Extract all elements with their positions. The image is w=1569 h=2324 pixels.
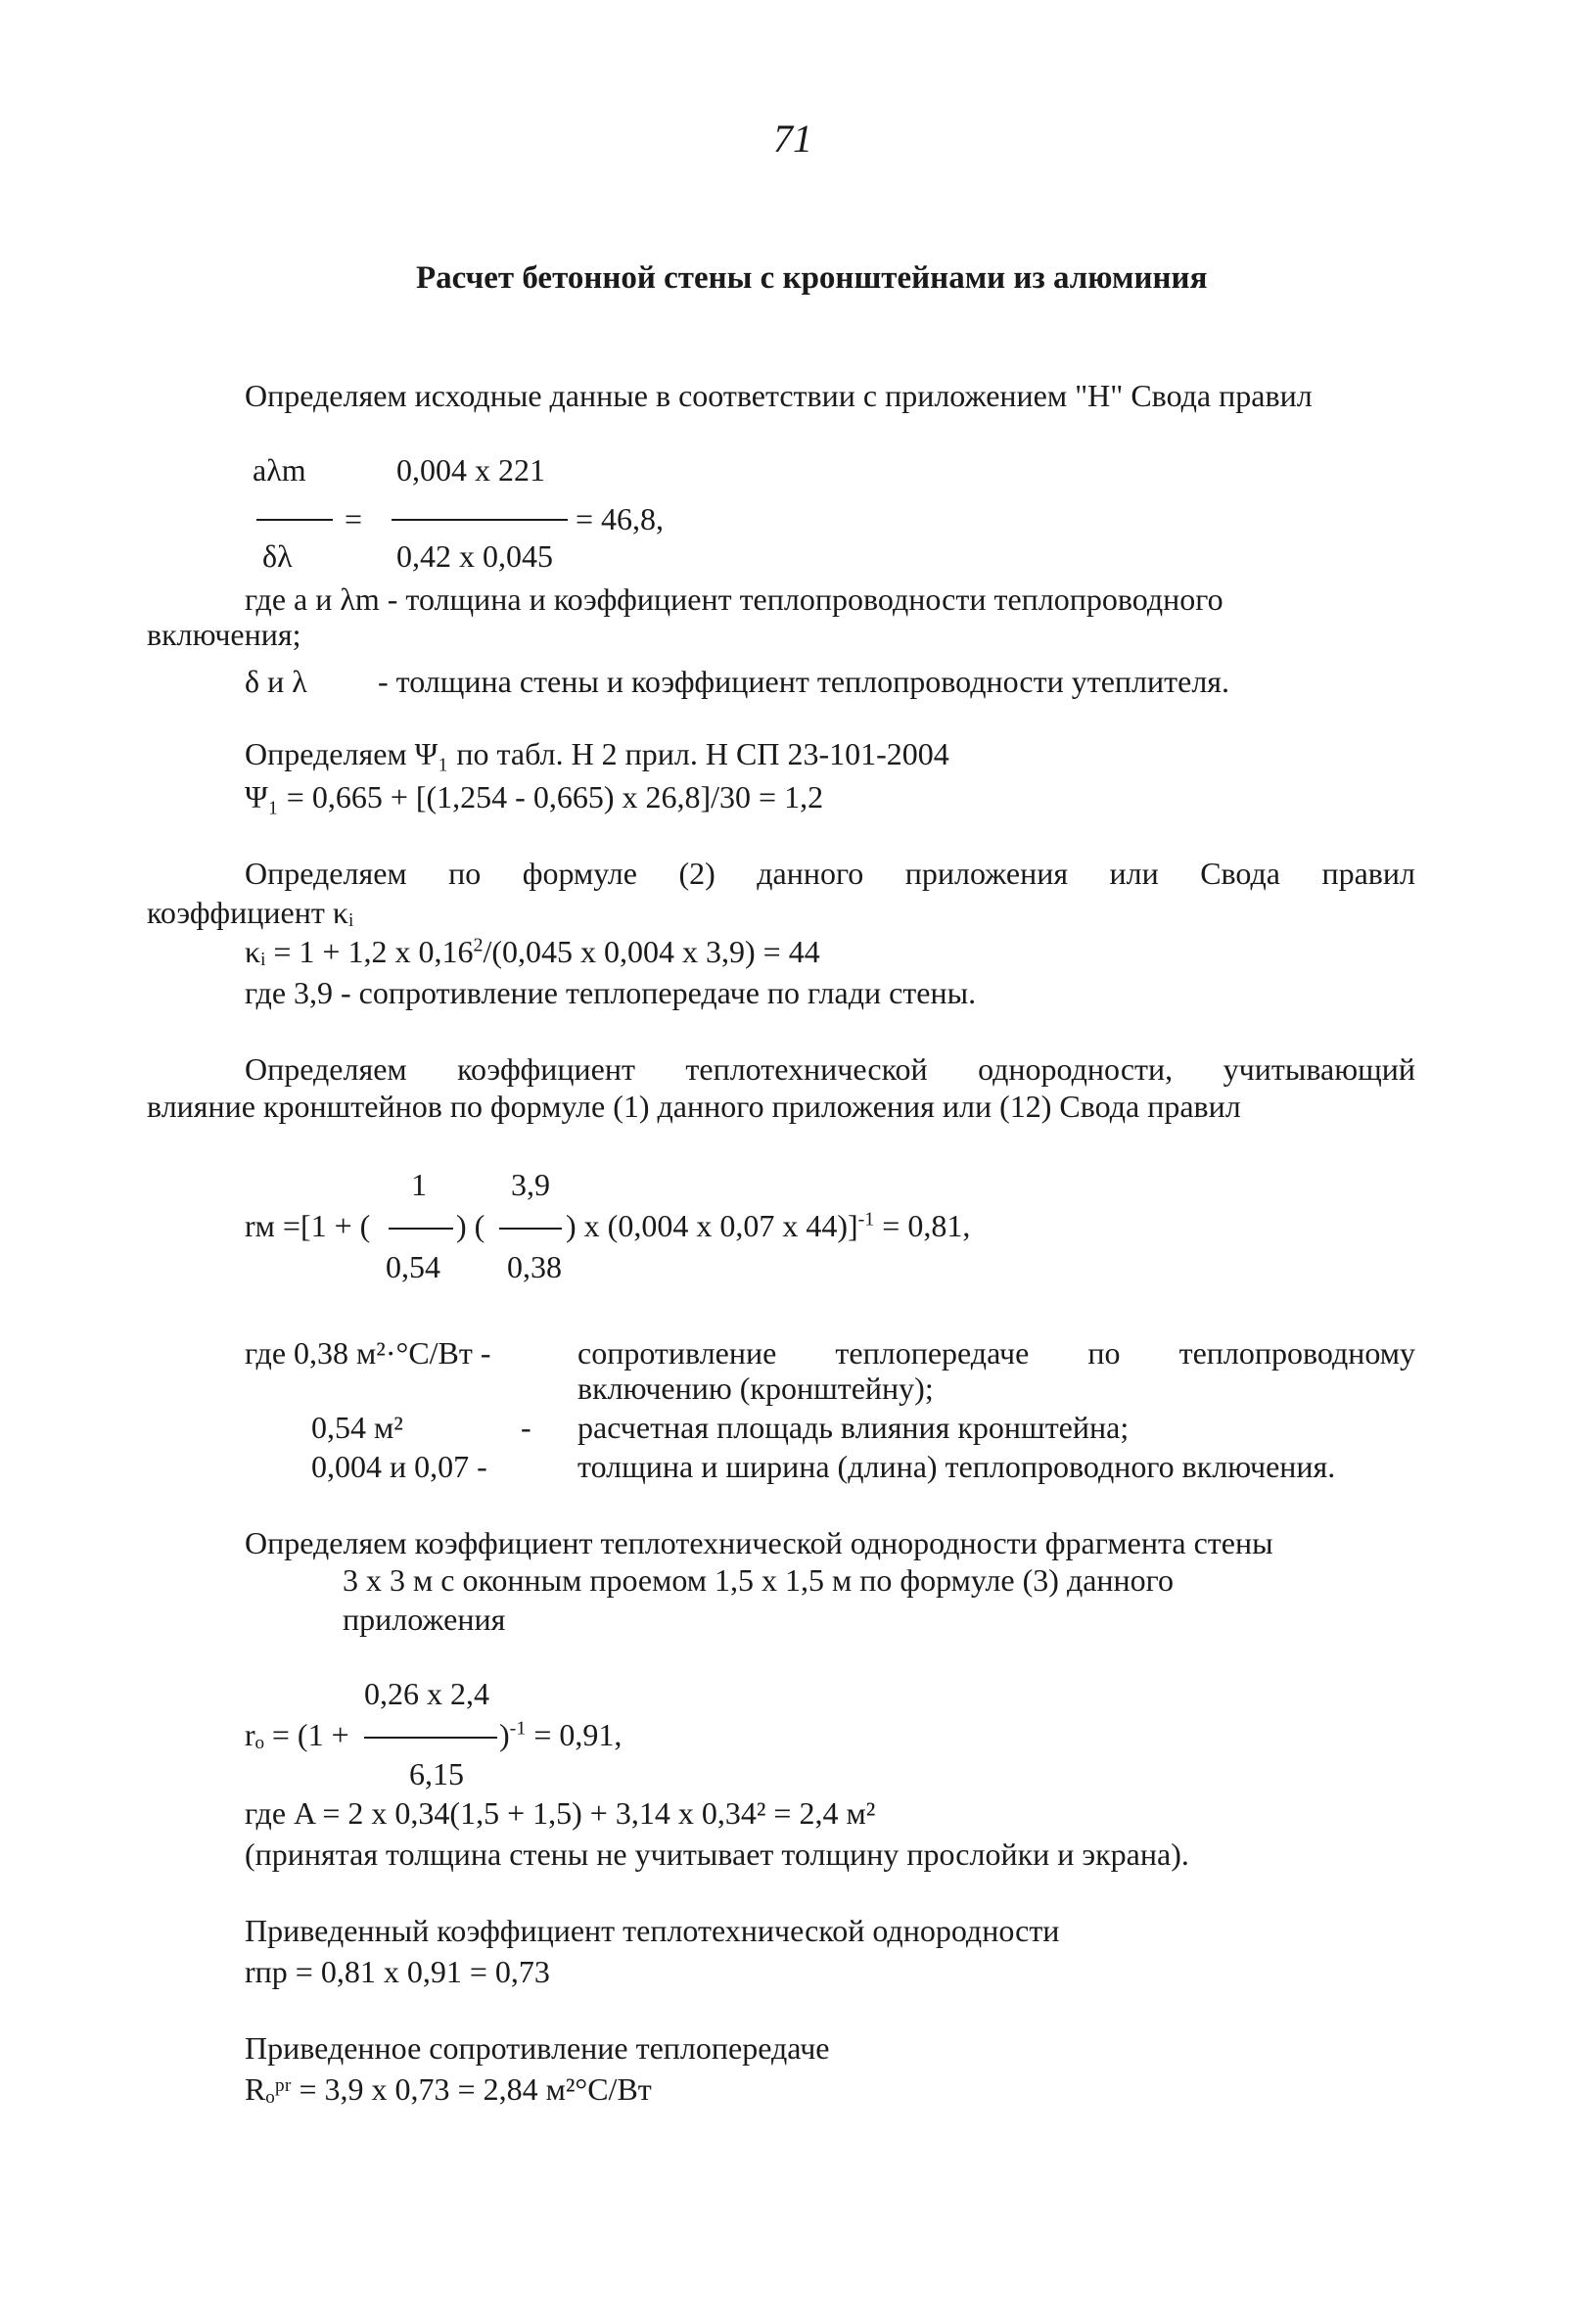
page-title: Расчет бетонной стены с кронштейнами из алюминия [416, 260, 1208, 296]
note-line: (принятая толщина стены не учитывает толщину прослойки и экрана). [245, 1836, 1189, 1872]
ki-where: где 3,9 - сопротивление теплопередаче по глади стены. [245, 975, 977, 1010]
ro-intro-line: приложения [343, 1602, 506, 1637]
where-line: где а и λm - толщина и коэффициент теплопроводности теплопроводного [245, 581, 1223, 617]
ro-intro-line: 3 x 3 м с оконным проемом 1,5 x 1,5 м по формуле (3) данного [343, 1562, 1174, 1598]
formula-numerator: 0,004 x 221 [396, 452, 545, 488]
rm-numerator-2: 3,9 [511, 1167, 550, 1202]
ropr-formula: Rₒᵖʳ = 3,9 x 0,73 = 2,84 м²°С/Вт [245, 2071, 652, 2107]
rpr-heading: Приведенный коэффициент теплотехнической однородности [245, 1913, 1060, 1948]
rm-mid: ) ( [456, 1208, 485, 1243]
fraction-bar [499, 1228, 562, 1230]
intro-text: Определяем исходные данные в соответствии с приложением "Н" Свода правил [245, 378, 1313, 413]
where-definition: сопротивление теплопередаче по теплопроводному [577, 1335, 1415, 1371]
ki-formula: κᵢ = 1 + 1,2 x 0,16$^2$/(0,045 x 0,004 x 3,9) = 44 [245, 934, 820, 969]
where-term: где 0,38 м²·°С/Вт - [245, 1335, 491, 1371]
area-formula: где A = 2 x 0,34(1,5 + 1,5) + 3,14 x 0,34² = 2,4 м² [245, 1795, 876, 1831]
ki-line: коэффициент κᵢ [147, 895, 354, 930]
fraction-bar [389, 1228, 453, 1230]
where-line: включения; [147, 617, 301, 652]
page-number: 71 [773, 116, 812, 161]
fraction-bar [256, 519, 333, 521]
psi-formula: Ψ₁ = 0,665 + [(1,254 - 0,665) x 26,8]/30 = 1,2 [245, 779, 824, 814]
ro-denominator: 6,15 [409, 1756, 464, 1791]
where-term: 0,004 и 0,07 - [311, 1449, 487, 1484]
ro-rhs: )$^{-1}$ = 0,91, [499, 1717, 623, 1752]
where-definition: толщина и ширина (длина) теплопроводного включения. [577, 1449, 1336, 1484]
where-definition: включению (кронштейну); [577, 1371, 934, 1406]
rm-numerator-1: 1 [411, 1167, 427, 1202]
formula-left-denominator: δλ [262, 538, 293, 574]
where-definition: расчетная площадь влияния кронштейна; [577, 1410, 1130, 1445]
where-dash: - [521, 1410, 531, 1445]
rm-intro-line: влияние кронштейнов по формуле (1) данного приложения или (12) Свода правил [147, 1089, 1241, 1124]
formula-result: = 46,8, [576, 501, 665, 536]
ro-numerator: 0,26 x 2,4 [364, 1676, 489, 1711]
ropr-heading: Приведенное сопротивление теплопередаче [245, 2030, 830, 2066]
rpr-formula: rпр = 0,81 x 0,91 = 0,73 [245, 1954, 550, 1989]
formula-left-numerator: aλm [253, 452, 306, 488]
where-symbols: δ и λ [245, 664, 307, 699]
ro-intro-line: Определяем коэффициент теплотехнической однородности фрагмента стены [245, 1525, 1273, 1560]
where-term: 0,54 м² [311, 1410, 403, 1445]
rm-denominator-2: 0,38 [507, 1249, 562, 1284]
rm-rhs: ) x (0,004 x 0,07 x 44)]$^{-1}$ = 0,81, [566, 1208, 971, 1243]
rm-denominator-1: 0,54 [386, 1249, 440, 1284]
equals-sign: = [345, 501, 363, 536]
fraction-bar [392, 519, 568, 521]
rm-lhs: rм =[1 + ( [245, 1208, 371, 1243]
rm-intro-line: Определяем коэффициент теплотехнической однородности, учитывающий [245, 1051, 1415, 1087]
where-line: - толщина стены и коэффициент теплопроводности утеплителя. [378, 664, 1229, 699]
ro-lhs: rₒ = (1 + [245, 1717, 349, 1752]
ki-line: Определяем по формуле (2) данного приложения или Свода правил [245, 856, 1415, 891]
formula-denominator: 0,42 x 0,045 [396, 538, 553, 574]
fraction-bar [364, 1737, 497, 1739]
psi-line: Определяем Ψ₁ по табл. Н 2 прил. Н СП 23-101-2004 [245, 736, 949, 771]
